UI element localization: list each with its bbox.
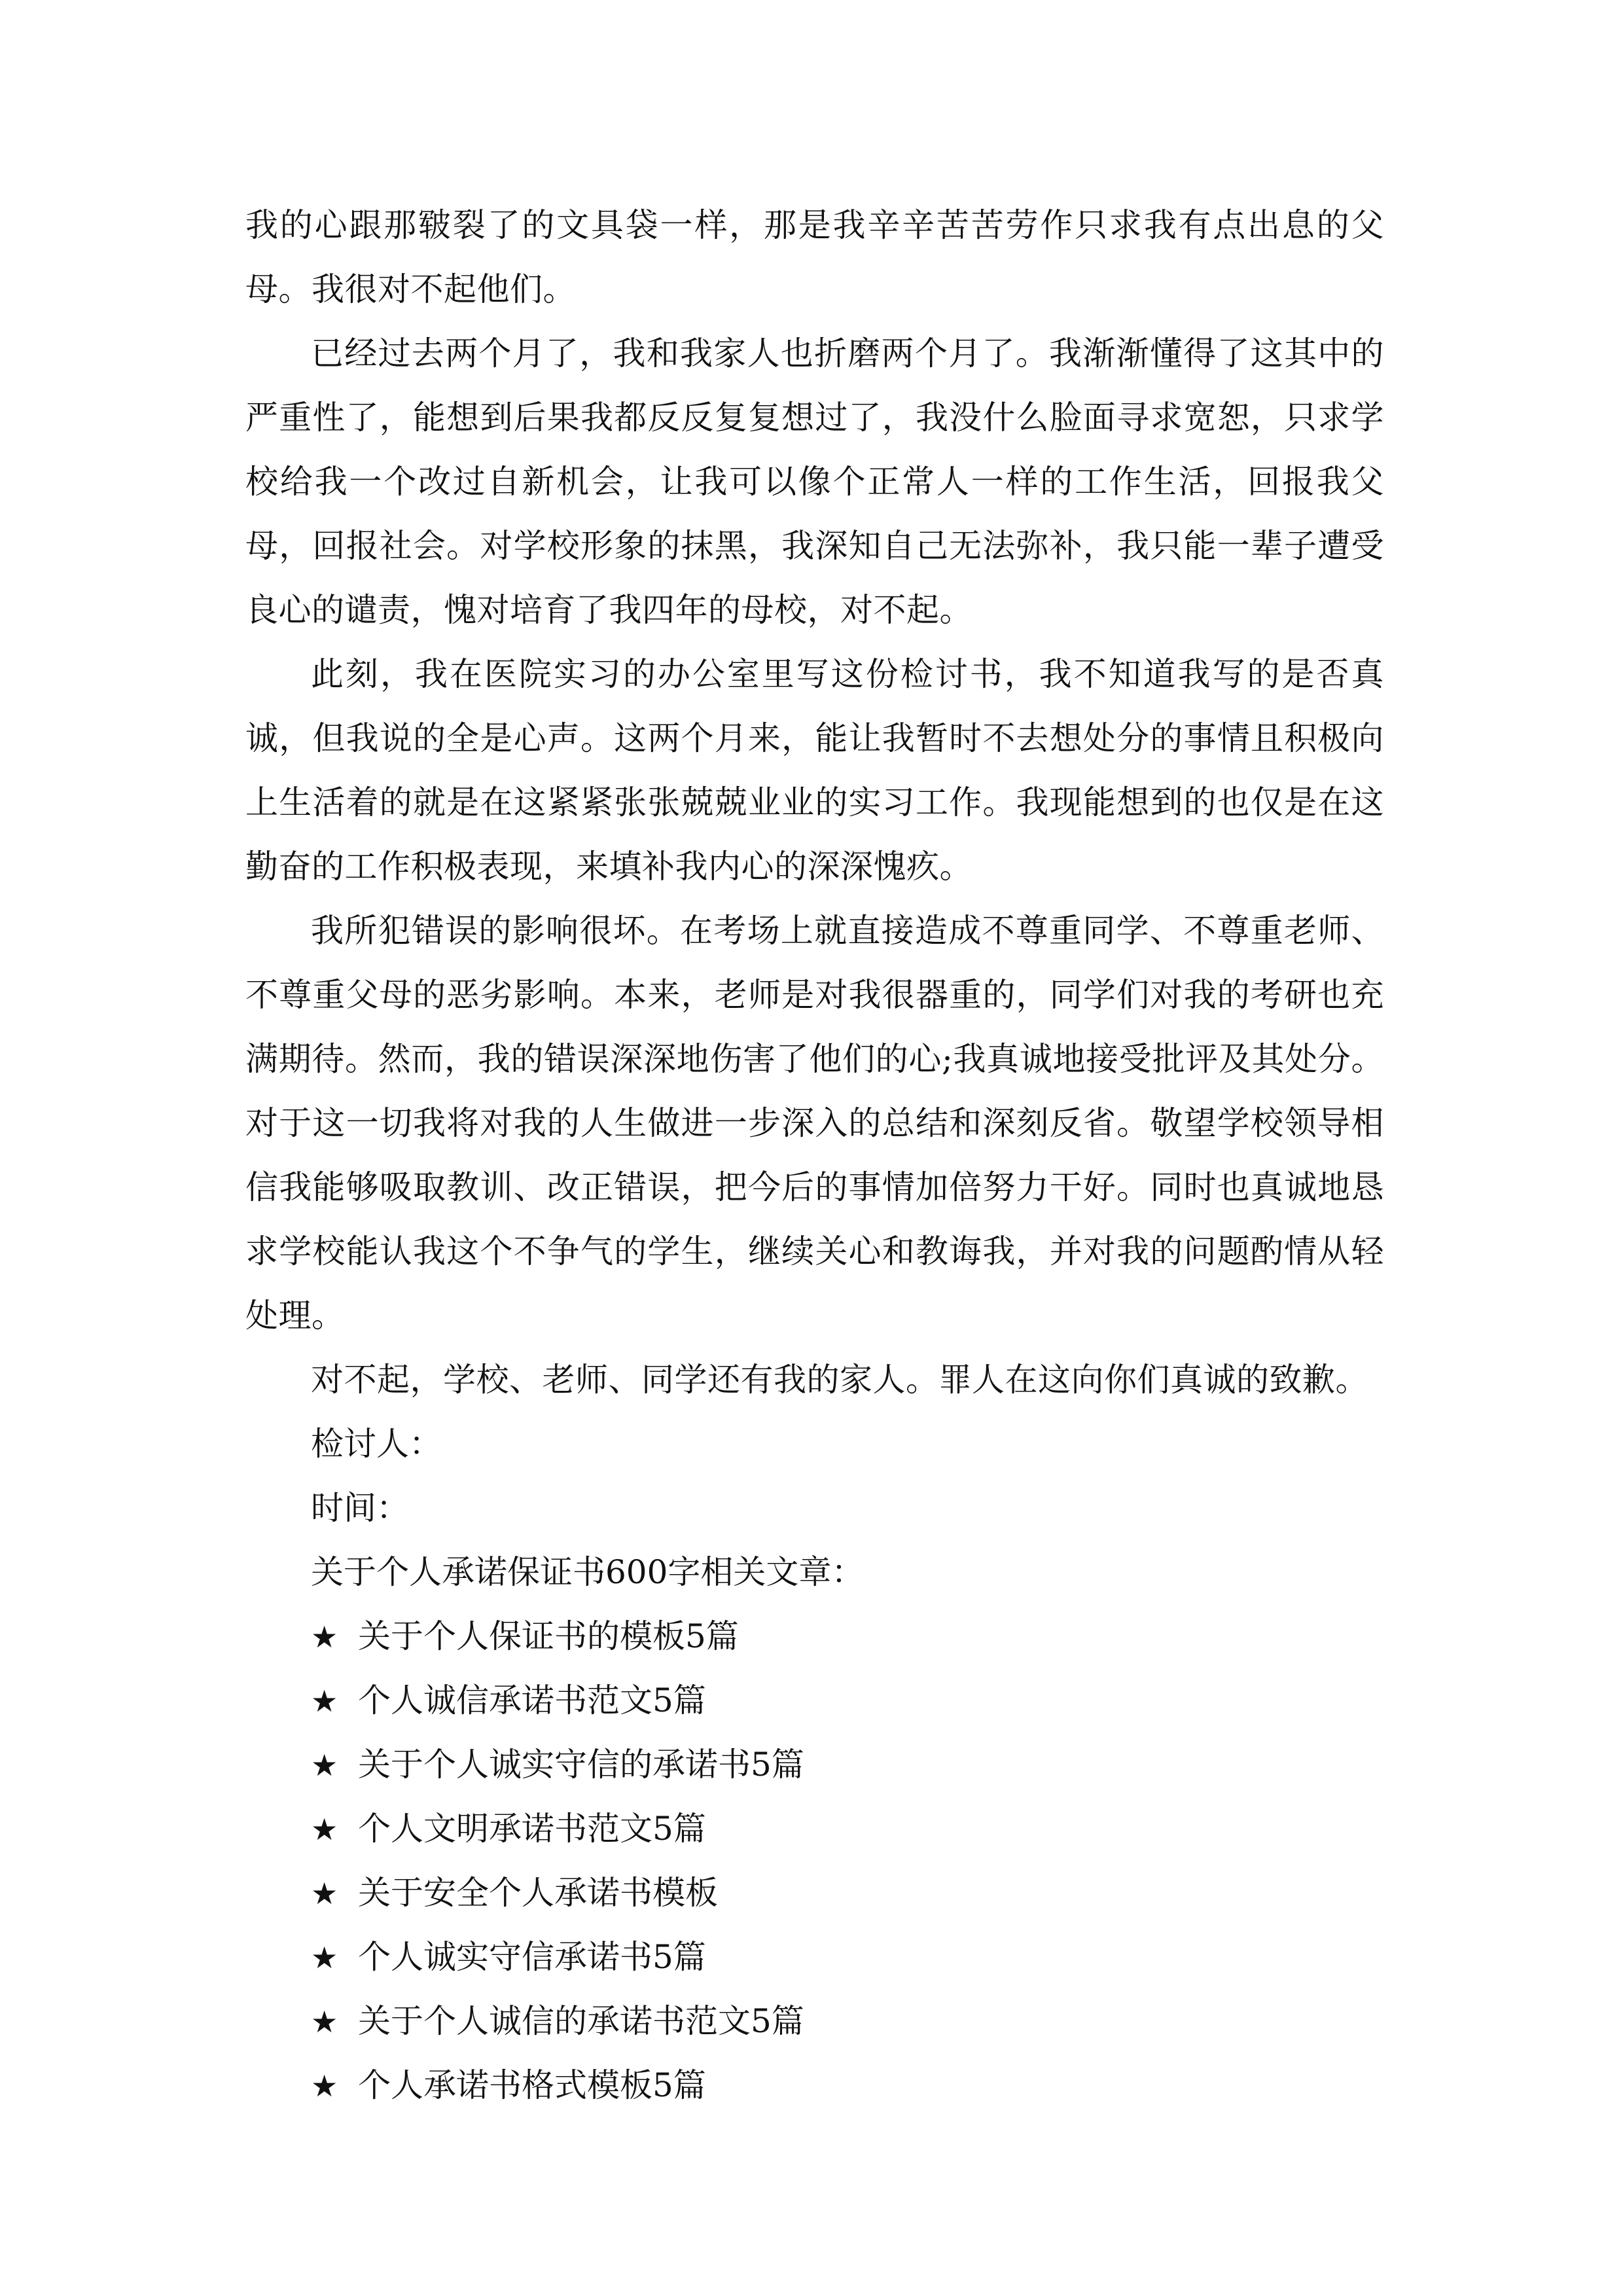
related-article-link[interactable] <box>245 1604 1384 1668</box>
related-heading: 关于个人承诺保证书600字相关文章： <box>311 1553 865 1591</box>
related-article-link[interactable] <box>245 1989 1384 2053</box>
related-article-link[interactable] <box>245 1925 1384 1989</box>
related-article-link[interactable] <box>245 1732 1384 1797</box>
star-icon: ★ <box>311 1812 338 1847</box>
star-icon: ★ <box>311 2068 338 2104</box>
related-article-link[interactable] <box>245 1861 1384 1925</box>
related-article-label: 个人承诺书格式模板5篇 <box>358 2066 706 2104</box>
star-icon: ★ <box>311 1940 338 1975</box>
star-icon: ★ <box>311 1876 338 1911</box>
paragraph-3: 此刻，我在医院实习的办公室里写这份检讨书，我不知道我写的是否真诚，但我说的全是心声。这两个月来，能让我暂时不去想处分的事情且积极向上生活着的就是在这紧紧张张兢兢业业的实习工作。我现能想到的也仅是在这勤奋的工作积极表现，来填补我内心的深深愧疚。 <box>245 655 1384 886</box>
related-article-label: 关于安全个人承诺书模板 <box>358 1874 718 1912</box>
related-article-link[interactable] <box>245 1668 1384 1732</box>
related-articles-list <box>245 1604 1384 2117</box>
time-label: 时间： <box>311 1489 409 1527</box>
paragraph-5: 对不起，学校、老师、同学还有我的家人。罪人在这向你们真诚的致歉。 <box>311 1361 1368 1399</box>
star-icon: ★ <box>311 1748 338 1783</box>
paragraph-4: 我所犯错误的影响很坏。在考场上就直接造成不尊重同学、不尊重老师、不尊重父母的恶劣影响。本来，老师是对我很器重的，同学们对我的考研也充满期待。然而，我的错误深深地伤害了他们的心;我真诚地接受批评及其处分。对于这一切我将对我的人生做进一步深入的总结和深刻反省。敬望学校领导相信我能够吸取教训、改正错误，把今后的事情加倍努力干好。同时也真诚地恳求学校能认我这个不争气的学生，继续关心和教诲我，并对我的问题酌情从轻处理。 <box>245 912 1384 1335</box>
related-article-label: 个人文明承诺书范文5篇 <box>358 1810 706 1848</box>
paragraph-1: 我的心跟那皲裂了的文具袋一样，那是我辛辛苦苦劳作只求我有点出息的父母。我很对不起他们。 <box>245 206 1384 308</box>
paragraph-2: 已经过去两个月了，我和我家人也折磨两个月了。我渐渐懂得了这其中的严重性了，能想到后果我都反反复复想过了，我没什么脸面寻求宽恕，只求学校给我一个改过自新机会，让我可以像个正常人一样的工作生活，回报我父母，回报社会。对学校形象的抹黑，我深知自己无法弥补，我只能一辈子遭受良心的谴责，愧对培育了我四年的母校，对不起。 <box>245 334 1384 629</box>
star-icon: ★ <box>311 2004 338 2039</box>
related-article-label: 个人诚实守信承诺书5篇 <box>358 1938 706 1976</box>
related-article-label: 关于个人诚实守信的承诺书5篇 <box>358 1746 804 1784</box>
star-icon: ★ <box>311 1619 338 1655</box>
document-body <box>245 193 1384 2117</box>
related-article-label: 个人诚信承诺书范文5篇 <box>358 1681 706 1719</box>
star-icon: ★ <box>311 1683 338 1719</box>
related-article-label: 关于个人诚信的承诺书范文5篇 <box>358 2002 804 2040</box>
related-article-link[interactable] <box>245 2053 1384 2117</box>
signature-label: 检讨人： <box>311 1425 442 1463</box>
related-article-link[interactable] <box>245 1797 1384 1861</box>
related-article-label: 关于个人保证书的模板5篇 <box>358 1617 739 1655</box>
